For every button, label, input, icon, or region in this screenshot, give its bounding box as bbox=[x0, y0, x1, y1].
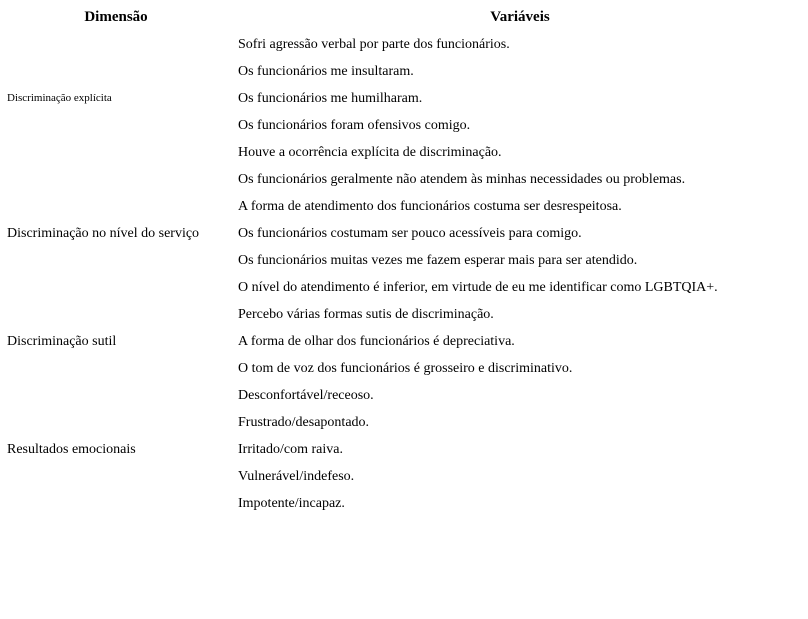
variable-text: A forma de olhar dos funcionários é depreciativa. bbox=[238, 334, 515, 349]
variable-text: Os funcionários me humilharam. bbox=[238, 91, 423, 106]
variable-text: O tom de voz dos funcionários é grosseiro e discriminativo. bbox=[238, 361, 573, 376]
variable-text: Desconfortável/receoso. bbox=[238, 388, 374, 403]
header-row bbox=[0, 0, 808, 31]
variable-text: Os funcionários foram ofensivos comigo. bbox=[238, 118, 471, 133]
header-dimension: Dimensão bbox=[84, 9, 148, 25]
variable-text: O nível do atendimento é inferior, em virtude de eu me identificar como LGBTQIA+. bbox=[238, 280, 718, 295]
variable-text: Impotente/incapaz. bbox=[238, 496, 345, 511]
header-variables: Variáveis bbox=[490, 9, 550, 25]
dimension-label: Discriminação sutil bbox=[7, 333, 117, 349]
variable-text: Irritado/com raiva. bbox=[238, 442, 343, 457]
variable-text: Os funcionários muitas vezes me fazem esperar mais para ser atendido. bbox=[238, 253, 638, 268]
table-row bbox=[0, 31, 808, 58]
dimension-label: Discriminação explícita bbox=[7, 91, 112, 104]
variable-text: Os funcionários me insultaram. bbox=[238, 64, 414, 79]
table-row bbox=[0, 166, 808, 193]
table-row bbox=[0, 382, 808, 409]
variable-text: Houve a ocorrência explícita de discriminação. bbox=[238, 145, 502, 160]
variable-text: A forma de atendimento dos funcionários costuma ser desrespeitosa. bbox=[238, 199, 622, 214]
table-header bbox=[0, 0, 808, 31]
variable-text: Os funcionários geralmente não atendem às minhas necessidades ou problemas. bbox=[238, 172, 686, 187]
dimension-label: Discriminação no nível do serviço bbox=[7, 225, 200, 241]
dimension-label: Resultados emocionais bbox=[7, 441, 136, 457]
table-row bbox=[0, 301, 808, 328]
variable-text: Percebo várias formas sutis de discriminação. bbox=[238, 307, 494, 322]
variable-text: Sofri agressão verbal por parte dos funcionários. bbox=[238, 37, 510, 52]
variable-text: Frustrado/desapontado. bbox=[238, 415, 370, 430]
variable-text: Vulnerável/indefeso. bbox=[238, 469, 355, 484]
table-body bbox=[0, 31, 808, 517]
variable-text: Os funcionários costumam ser pouco acessíveis para comigo. bbox=[238, 226, 582, 241]
